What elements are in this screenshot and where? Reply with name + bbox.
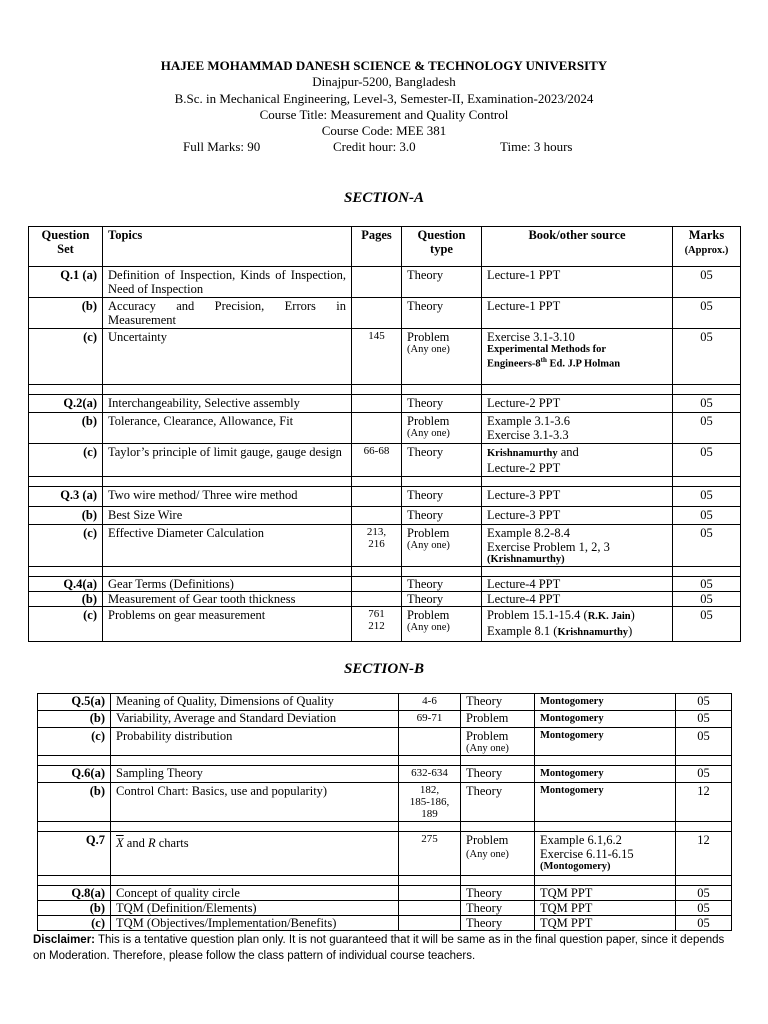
col-pages: Pages <box>352 227 402 267</box>
col-topics: Topics <box>103 227 352 267</box>
table-row: (c) Taylor’s principle of limit gauge, gauge design 66-68 Theory Krishnamurthy and Lecture-2 PPT 05 <box>29 444 741 477</box>
table-row: Q.2(a) Interchangeability, Selective assembly Theory Lecture-2 PPT 05 <box>29 395 741 413</box>
university-address: Dinajpur-5200, Bangladesh <box>312 74 456 89</box>
full-marks: Full Marks: 90 <box>183 139 261 154</box>
table-row: (b) Best Size Wire Theory Lecture-3 PPT 05 <box>29 507 741 525</box>
table-row: Q.3 (a) Two wire method/ Three wire method Theory Lecture-3 PPT 05 <box>29 487 741 507</box>
table-row: (b) Accuracy and Precision, Errors in Measurement Theory Lecture-1 PPT 05 <box>29 298 741 329</box>
table-row: (b) Tolerance, Clearance, Allowance, Fit Problem (Any one) Example 3.1-3.6 Exercise 3.1-3.3 05 <box>29 413 741 444</box>
course-title: Course Title: Measurement and Quality Control <box>259 107 509 122</box>
col-source: Book/other source <box>482 227 673 267</box>
table-row: (c) Effective Diameter Calculation 213, 216 Problem (Any one) Example 8.2-8.4 Exercise Problem 1, 2, 3 (Krishnamurthy) 05 <box>29 525 741 567</box>
table-row: (b) Variability, Average and Standard Deviation 69-71 Problem Montogomery 05 <box>38 711 732 728</box>
exam-time: Time: 3 hours <box>500 139 573 154</box>
table-row: (c) Probability distribution Problem (Any one) Montogomery 05 <box>38 728 732 756</box>
col-question-type: Question type <box>402 227 482 267</box>
col-marks: Marks (Approx.) <box>673 227 741 267</box>
disclaimer-text: This is a tentative question plan only. It is not guaranteed that it will be same as in the final question paper, since it depends on Moderation. Therefore, please follow the class pattern of individual course teachers. <box>33 934 725 962</box>
table-header-row <box>29 227 741 267</box>
table-row: (c) Uncertainty 145 Problem (Any one) Exercise 3.1-3.10 Experimental Methods for Engineers-8th Ed. J.P Holman 05 <box>29 329 741 385</box>
table-row: (b) TQM (Definition/Elements) Theory TQM PPT 05 <box>38 901 732 916</box>
section-a-table <box>28 226 741 642</box>
table-row: Q.1 (a) Definition of Inspection, Kinds of Inspection, Need of Inspection Theory Lecture-1 PPT 05 <box>29 267 741 298</box>
table-row: Q.5(a) Meaning of Quality, Dimensions of Quality 4-6 Theory Montogomery 05 <box>38 694 732 711</box>
course-code: Course Code: MEE 381 <box>321 123 447 138</box>
table-row: Q.6(a) Sampling Theory 632-634 Theory Montogomery 05 <box>38 766 732 783</box>
disclaimer <box>33 932 733 964</box>
university-name: HAJEE MOHAMMAD DANESH SCIENCE & TECHNOLOGY UNIVERSITY <box>160 58 608 73</box>
table-row: (b) Control Chart: Basics, use and popularity) 182, 185-186, 189 Theory Montogomery 12 <box>38 783 732 822</box>
program-line: B.Sc. in Mechanical Engineering, Level-3, Semester-II, Examination-2023/2024 <box>174 91 594 106</box>
table-row: (c) Problems on gear measurement 761 212 Problem (Any one) Problem 15.1-15.4 (R.K. Jain) Example 8.1 (Krishnamurthy) 05 <box>29 607 741 642</box>
section-a-title: SECTION-A <box>343 190 425 206</box>
table-row: Q.7 $\overline{X}$ and R charts 275 Problem (Any one) Example 6.1,6.2 Exercise 6.11-6.15 (Montogomery) 12 <box>38 832 732 876</box>
table-row: (c) TQM (Objectives/Implementation/Benefits) Theory TQM PPT 05 <box>38 916 732 931</box>
credit-hour: Credit hour: 3.0 <box>333 139 416 154</box>
table-row: Q.4(a) Gear Terms (Definitions) Theory Lecture-4 PPT 05 <box>29 577 741 592</box>
col-question-set: Question Set <box>29 227 103 267</box>
table-row: (b) Measurement of Gear tooth thickness Theory Lecture-4 PPT 05 <box>29 592 741 607</box>
table-row: Q.8(a) Concept of quality circle Theory TQM PPT 05 <box>38 886 732 901</box>
disclaimer-label: Disclaimer: <box>33 934 96 946</box>
section-b-table <box>37 693 732 931</box>
section-b-title: SECTION-B <box>343 661 425 677</box>
